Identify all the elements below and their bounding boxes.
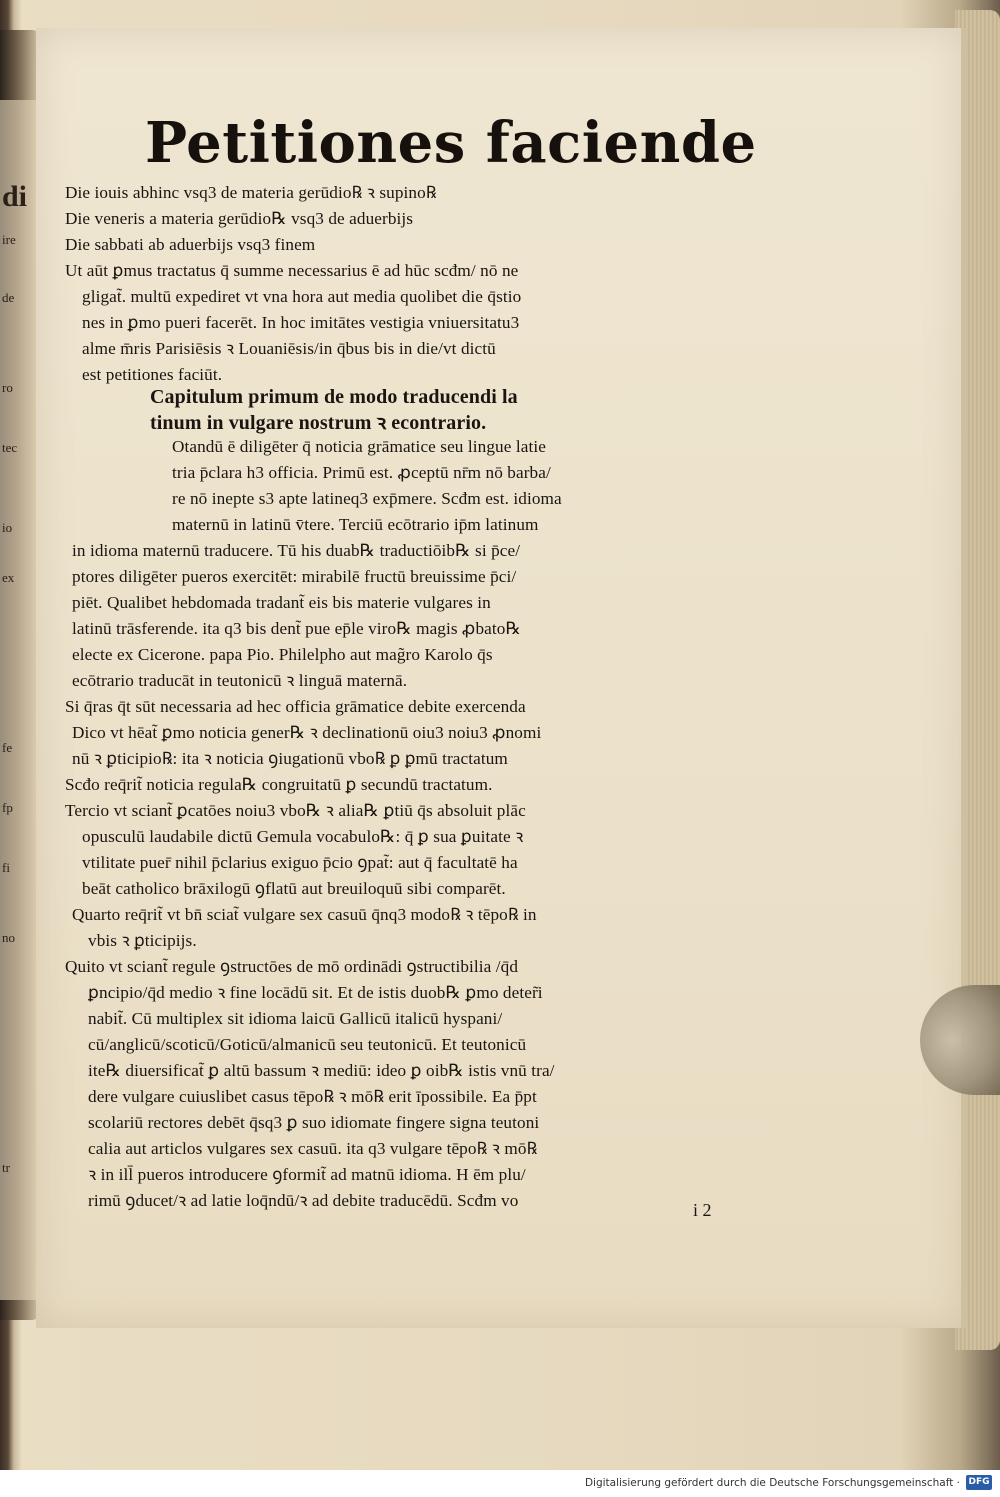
text-line: ꝛ in ill̄ pueros introducere ꝯformit̃ ad matnū idioma. H ēm plu/ bbox=[88, 1165, 526, 1184]
text-line: electe ex Cicerone. papa Pio. Philelpho aut mag̃ro Karolo q̄s bbox=[72, 645, 493, 664]
text-line: dere vulgare cuiuslibet casus tēpo℞ ꝛ mō℞ erit īpossibile. Ea p̄pt bbox=[88, 1087, 537, 1106]
text-line: Die veneris a materia gerūdio℞ vsq3 de aduerbijs bbox=[65, 209, 414, 228]
text-line: ecōtrario traducāt in teutonicū ꝛ linguā maternā. bbox=[72, 671, 408, 690]
left-page-fragment: fp bbox=[2, 800, 13, 815]
text-line: ꝑncipio/q̄d medio ꝛ fine locādū sit. Et de istis duob℞ ꝑmo deter̃i bbox=[88, 983, 543, 1002]
footer-credit: Digitalisierung gefördert durch die Deutsche Forschungsgemeinschaft · bbox=[584, 1477, 960, 1489]
text-line: vbis ꝛ ꝑticipijs. bbox=[88, 931, 197, 950]
left-page-fragment: no bbox=[2, 930, 15, 945]
text-line: Scđo req̄rit̃ noticia regula℞ congruitatū ꝑ secundū tractatum. bbox=[65, 775, 493, 794]
left-page-fragment: fi bbox=[2, 860, 10, 875]
text-line: cū/anglicū/scoticū/Goticū/almanicū seu teutonicū. Et teutonicū bbox=[88, 1035, 527, 1054]
text-line: opusculū laudabile dictū Gemula vocabulo℞: q̄ ꝑ sua ꝑuitate ꝛ bbox=[82, 827, 524, 846]
chapter-title: Capitulum primum de modo traducendi la bbox=[150, 386, 518, 408]
text-line: re nō inepte s3 apte latineq3 exp̄mere. Scđm est. idioma bbox=[172, 489, 562, 508]
text-line: Quarto req̄rit̃ vt bn̄ sciat̃ vulgare sex casuū q̄nq3 modo℞ ꝛ tēpo℞ in bbox=[72, 905, 537, 924]
left-page-fragment: tec bbox=[2, 440, 18, 455]
left-page-fragment: ex bbox=[2, 570, 15, 585]
text-line: ptores diligēter pueros exercitēt: mirabilē fructū breuissime p̄ci/ bbox=[72, 567, 517, 586]
page-heading: Petitiones faciende bbox=[145, 110, 757, 176]
left-page-fragment: di bbox=[2, 180, 28, 213]
text-line: calia aut articlos vulgares sex casuū. ita q3 vulgare tēpo℞ ꝛ mō℞ bbox=[88, 1139, 538, 1158]
text-line: nabit̃. Cū multiplex sit idioma laicū Gallicū italicū hyspani/ bbox=[88, 1009, 503, 1028]
left-page-fragment: de bbox=[2, 290, 15, 305]
text-line: Ut aūt ꝑmus tractatus q̄ summe necessarius ē ad hūc scđm/ nō ne bbox=[65, 261, 519, 280]
text-line: piēt. Qualibet hebdomada tradant̃ eis bis materie vulgares in bbox=[72, 593, 491, 612]
text-line: ite℞ diuersificat̃ ꝑ altū bassum ꝛ mediū: ideo ꝑ oib℞ istis vnū tra/ bbox=[88, 1061, 555, 1080]
text-line: gligat̃. multū expediret vt vna hora aut media quolibet die q̄stio bbox=[82, 287, 522, 306]
text-line: nū ꝛ ꝑticipio℞: ita ꝛ noticia ꝯiugationū vbo℞ ꝑ ꝑmū tractatum bbox=[72, 749, 508, 768]
text-line: scolariū rectores debēt q̄sq3 ꝑ suo idiomate fingere signa teutoni bbox=[88, 1113, 540, 1132]
text-line: Dico vt hēat̃ ꝑmo noticia gener℞ ꝛ declinationū oiu3 noiu3 ꝓnomi bbox=[72, 723, 542, 742]
text-line: Tercio vt sciant̃ ꝑcatōes noiu3 vbo℞ ꝛ alia℞ ꝑtiū q̄s absoluit plāc bbox=[65, 801, 526, 820]
text-line: tria p̄clara h3 officia. Primū est. ꝓceptū nr̄m nō barba/ bbox=[172, 463, 551, 482]
text-line: maternū in latinū v̄tere. Terciū ecōtrario ip̄m latinum bbox=[172, 515, 539, 534]
text-line: beāt catholico brāxilogū ꝯflatū aut breuiloquū sibi comparēt. bbox=[82, 879, 506, 898]
folio-signature: i 2 bbox=[693, 1200, 712, 1220]
text-line: est petitiones faciūt. bbox=[82, 365, 223, 384]
facing-page-edge bbox=[0, 100, 36, 1300]
text-line: Quito vt sciant̃ regule ꝯstructōes de mō ordinādi ꝯstructibilia /q̄d bbox=[65, 957, 519, 976]
text-line: Die sabbati ab aduerbijs vsq3 finem bbox=[65, 235, 316, 254]
left-page-fragment: ire bbox=[2, 232, 16, 247]
text-line: in idioma maternū traducere. Tū his duab℞ traductiōib℞ si p̄ce/ bbox=[72, 541, 521, 560]
text-line: nes in ꝑmo pueri facerēt. In hoc imitātes vestigia vniuersitatu3 bbox=[82, 313, 520, 332]
text-line: alme m̄ris Parisiēsis ꝛ Louaniēsis/in q̄bus bis in die/vt dictū bbox=[82, 339, 496, 358]
text-line: Die iouis abhinc vsq3 de materia gerūdio℞ ꝛ supino℞ bbox=[65, 183, 437, 202]
text-line: Otandū ē diligēter q̄ noticia grāmatice seu lingue latie bbox=[172, 437, 546, 456]
left-page-fragment: tr bbox=[2, 1160, 10, 1175]
chapter-title: tinum in vulgare nostrum ꝛ econtrario. bbox=[150, 412, 487, 434]
left-page-fragment: ro bbox=[2, 380, 13, 395]
text-line: latinū trāsferende. ita q3 bis dent̃ pue ep̄le viro℞ magis ꝓbato℞ bbox=[72, 619, 521, 638]
text-line: rimū ꝯducet/ꝛ ad latie loq̄ndū/ꝛ ad debite traducēdū. Scđm vo bbox=[88, 1191, 519, 1210]
left-page-fragment: io bbox=[2, 520, 13, 535]
left-page-fragment: fe bbox=[2, 740, 13, 755]
text-line: Si q̄ras q̄t sūt necessaria ad hec officia grāmatice debite exercenda bbox=[65, 697, 526, 716]
text-line: vtilitate puer̄ nihil p̄clarius exiguo p̄cio ꝯpat̃: aut q̄ facultatē ha bbox=[82, 853, 518, 872]
footer-bar bbox=[0, 1470, 1000, 1497]
dfg-logo: DFG bbox=[966, 1475, 992, 1490]
